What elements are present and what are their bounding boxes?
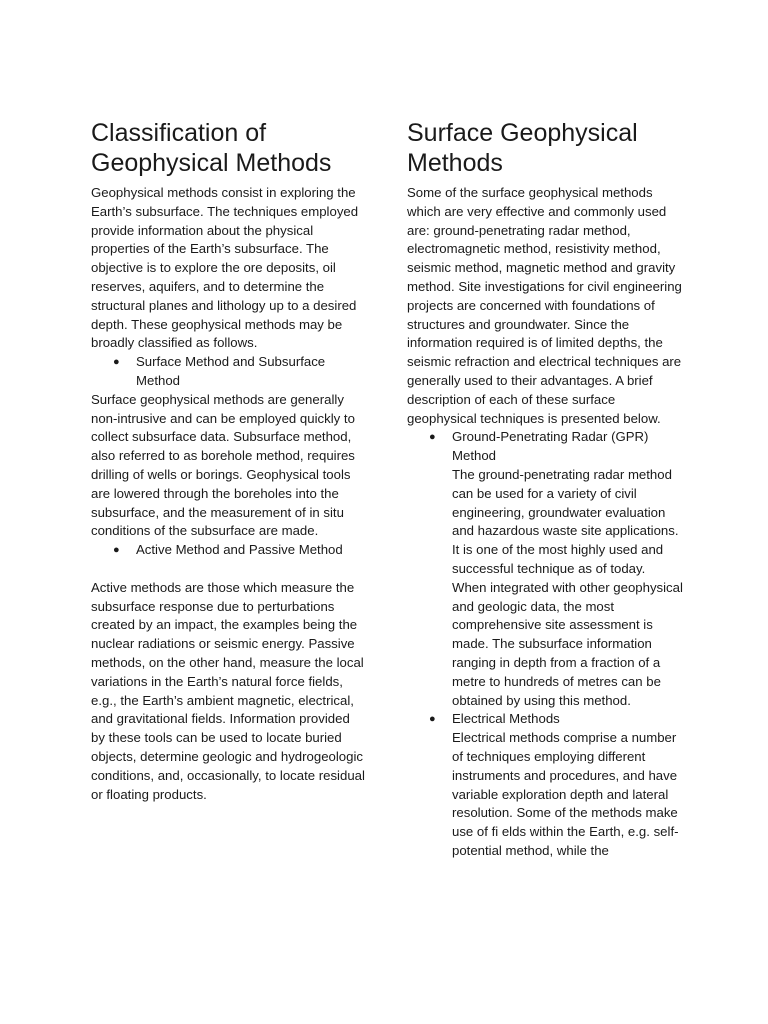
left-bullet1-text: Surface Method and Subsurface Method	[136, 354, 326, 388]
left-paragraph-3: Active methods are those which measure the subsurface response due to perturbations created by an impact, the examples being the nuclear radiations or seismic energy. Passive methods, on the other hand, measure the local variations in the Earth’s natural force fields, e.g., the Earth’s ambient magnetic, electrical, and gravitational fields. Information provided by these tools can be used to locate buried objects, determine geologic and hydrogeologic conditions, and, occasionally, to locate residual or floating products.	[91, 579, 365, 802]
left-intro-paragraph: Geophysical methods consist in exploring the Earth’s subsurface. The techniques employed provide information about the physical properties of the Earth’s subsurface. The objective is to explore the ore deposits, oil reserves, aquifers, and to determine the structural planes and lithology up to a desired depth. These geophysical methods may be broadly classified as follows.	[91, 185, 359, 351]
right-intro-paragraph: Some of the surface geophysical methods which are very effective and commonly used are: ground-penetrating radar method, electromagnetic method, resistivity method, seismic method, magnetic method and gravity method. Site investigations for civil engineering projects are concerned with foundations of structures and groundwater. Since the information required is of limited depths, the seismic refraction and electrical techniques are generally used to their advantages. A brief description of each of these surface geophysical techniques is presented below.	[407, 185, 682, 426]
left-bullet-surface-subsurface	[91, 353, 367, 391]
spacer	[91, 560, 367, 579]
right-bullet-gpr	[407, 428, 683, 710]
right-bullet1-title: Ground-Penetrating Radar (GPR) Method	[452, 429, 649, 464]
right-bullet1-body: The ground-penetrating radar method can be used for a variety of civil engineering, groundwater evaluation and hazardous waste site applications. It is one of the most highly used and successful technique as of today. When integrated with other geophysical and geologic data, the most comprehensive site assessment is made. The subsurface information ranging in depth from a fraction of a metre to hundreds of metres can be obtained by using this method.	[452, 466, 683, 708]
right-bullet2-title: Electrical Methods	[452, 711, 560, 727]
left-column	[91, 118, 367, 804]
bullet-icon: ●	[113, 544, 120, 557]
left-heading: Classification of Geophysical Methods	[91, 119, 332, 177]
left-bullet-active-passive	[91, 541, 367, 560]
right-heading: Surface Geophysical Methods	[407, 119, 638, 177]
left-paragraph-2: Surface geophysical methods are generally non-intrusive and can be employed quickly to collect subsurface data. Subsurface method, also referred to as borehole method, requires drilling of wells or borings. Geophysical tools are lowered through the boreholes into the subsurface, and the measurement of in situ conditions of the subsurface are made.	[91, 391, 355, 539]
right-bullet-electrical	[407, 710, 683, 860]
bullet-icon: ●	[429, 431, 436, 444]
left-bullet2-text: Active Method and Passive Method	[136, 542, 343, 558]
right-bullet2-body: Electrical methods comprise a number of techniques employing different instruments and procedures, and have variable exploration depth and lateral resolution. Some of the methods make use of fi elds within the Earth, e.g. self-potential method, while the	[452, 730, 679, 858]
right-column	[407, 118, 683, 861]
bullet-icon: ●	[429, 713, 436, 726]
bullet-icon: ●	[113, 356, 120, 369]
